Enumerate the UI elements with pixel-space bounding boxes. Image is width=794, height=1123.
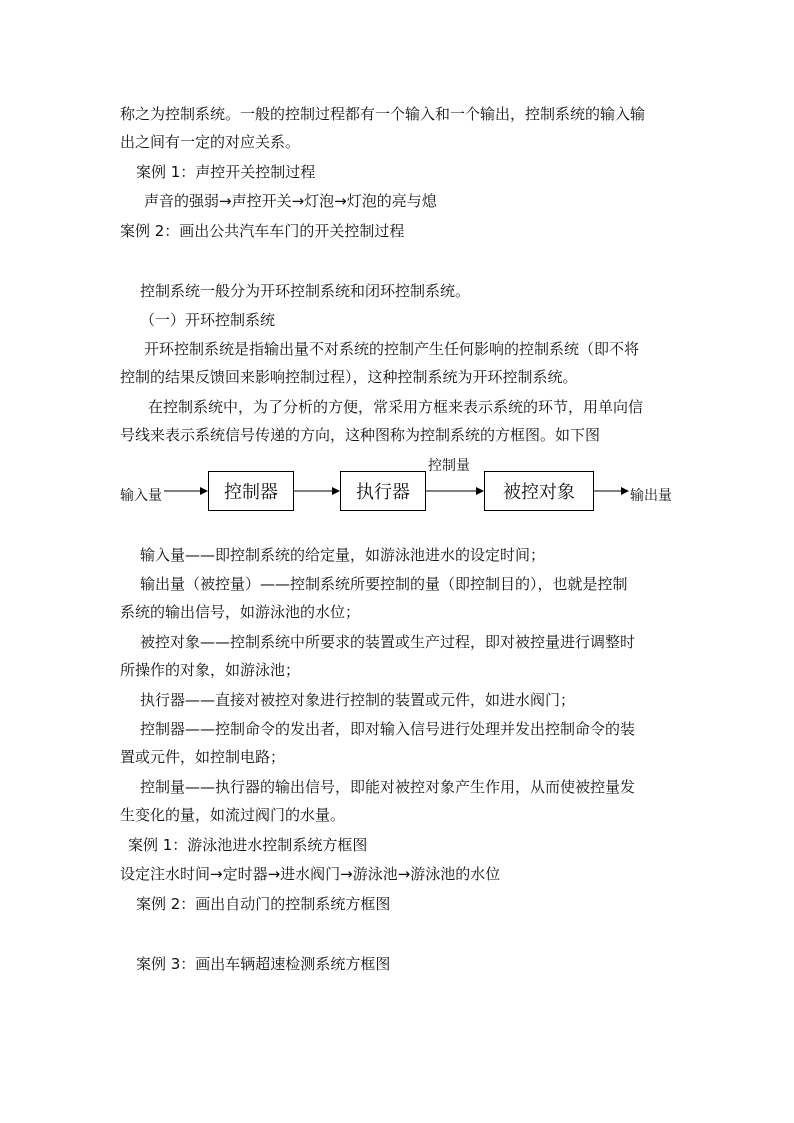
case-title: 案例 2：画出公共汽车车门的开关控制过程 xyxy=(120,222,405,240)
definition-line: 输入量——即控制系统的给定量，如游泳池进水的设定时间； xyxy=(140,546,546,564)
actuator-box-label: 执行器 xyxy=(356,482,410,503)
controller-box-label: 控制器 xyxy=(224,482,278,503)
block-diagram xyxy=(0,455,794,525)
paragraph-line: 出之间有一定的对应关系。 xyxy=(120,133,301,151)
section-heading: （一）开环控制系统 xyxy=(140,311,276,329)
controlled-object-box xyxy=(484,471,594,511)
case-title: 案例 1：声控开关控制过程 xyxy=(136,163,316,181)
definition-line: 被控对象——控制系统中所要求的装置或生产过程，即对被控量进行调整时 xyxy=(140,633,636,651)
actuator-box xyxy=(340,471,426,511)
definition-line: 所操作的对象，如游泳池； xyxy=(120,661,301,679)
paragraph-line: 号线来表示系统信号传递的方向，这种图称为控制系统的方框图。如下图 xyxy=(120,426,601,444)
definition-line: 系统的输出信号，如游泳池的水位； xyxy=(120,603,361,621)
case-chain: 设定注水时间→定时器→进水阀门→游泳池→游泳池的水位 xyxy=(120,865,501,883)
paragraph-line: 控制系统一般分为开环控制系统和闭环控制系统。 xyxy=(140,282,471,300)
case-title: 案例 1：游泳池进水控制系统方框图 xyxy=(128,836,368,854)
paragraph-line: 开环控制系统是指输出量不对系统的控制产生任何影响的控制系统（即不将 xyxy=(144,340,640,358)
definition-line: 执行器——直接对被控对象进行控制的装置或元件，如进水阀门； xyxy=(140,691,576,709)
case-chain: 声音的强弱→声控开关→灯泡→灯泡的亮与熄 xyxy=(144,192,437,210)
definition-line: 控制量——执行器的输出信号，即能对被控对象产生作用，从而使被控量发 xyxy=(140,778,636,796)
input-label: 输入量 xyxy=(120,488,162,504)
paragraph-line: 称之为控制系统。一般的控制过程都有一个输入和一个输出，控制系统的输入输 xyxy=(120,105,646,123)
definition-line: 控制器——控制命令的发出者，即对输入信号进行处理并发出控制命令的装 xyxy=(140,720,636,738)
paragraph-line: 在控制系统中，为了分析的方便，常采用方框来表示系统的环节，用单向信 xyxy=(148,398,644,416)
case-title: 案例 3：画出车辆超速检测系统方框图 xyxy=(136,955,391,973)
definition-line: 输出量（被控量）——控制系统所要控制的量（即控制目的），也就是控制 xyxy=(140,575,628,593)
case-title: 案例 2：画出自动门的控制系统方框图 xyxy=(136,895,391,913)
definition-line: 生变化的量，如流过阀门的水量。 xyxy=(120,806,346,824)
paragraph-line: 控制的结果反馈回来影响控制过程），这种控制系统为开环控制系统。 xyxy=(120,368,578,386)
control-quantity-label: 控制量 xyxy=(428,458,470,474)
controller-box xyxy=(208,471,294,511)
definition-line: 置或元件，如控制电路； xyxy=(120,748,286,766)
output-label: 输出量 xyxy=(630,488,672,504)
controlled-object-box-label: 被控对象 xyxy=(503,482,575,503)
